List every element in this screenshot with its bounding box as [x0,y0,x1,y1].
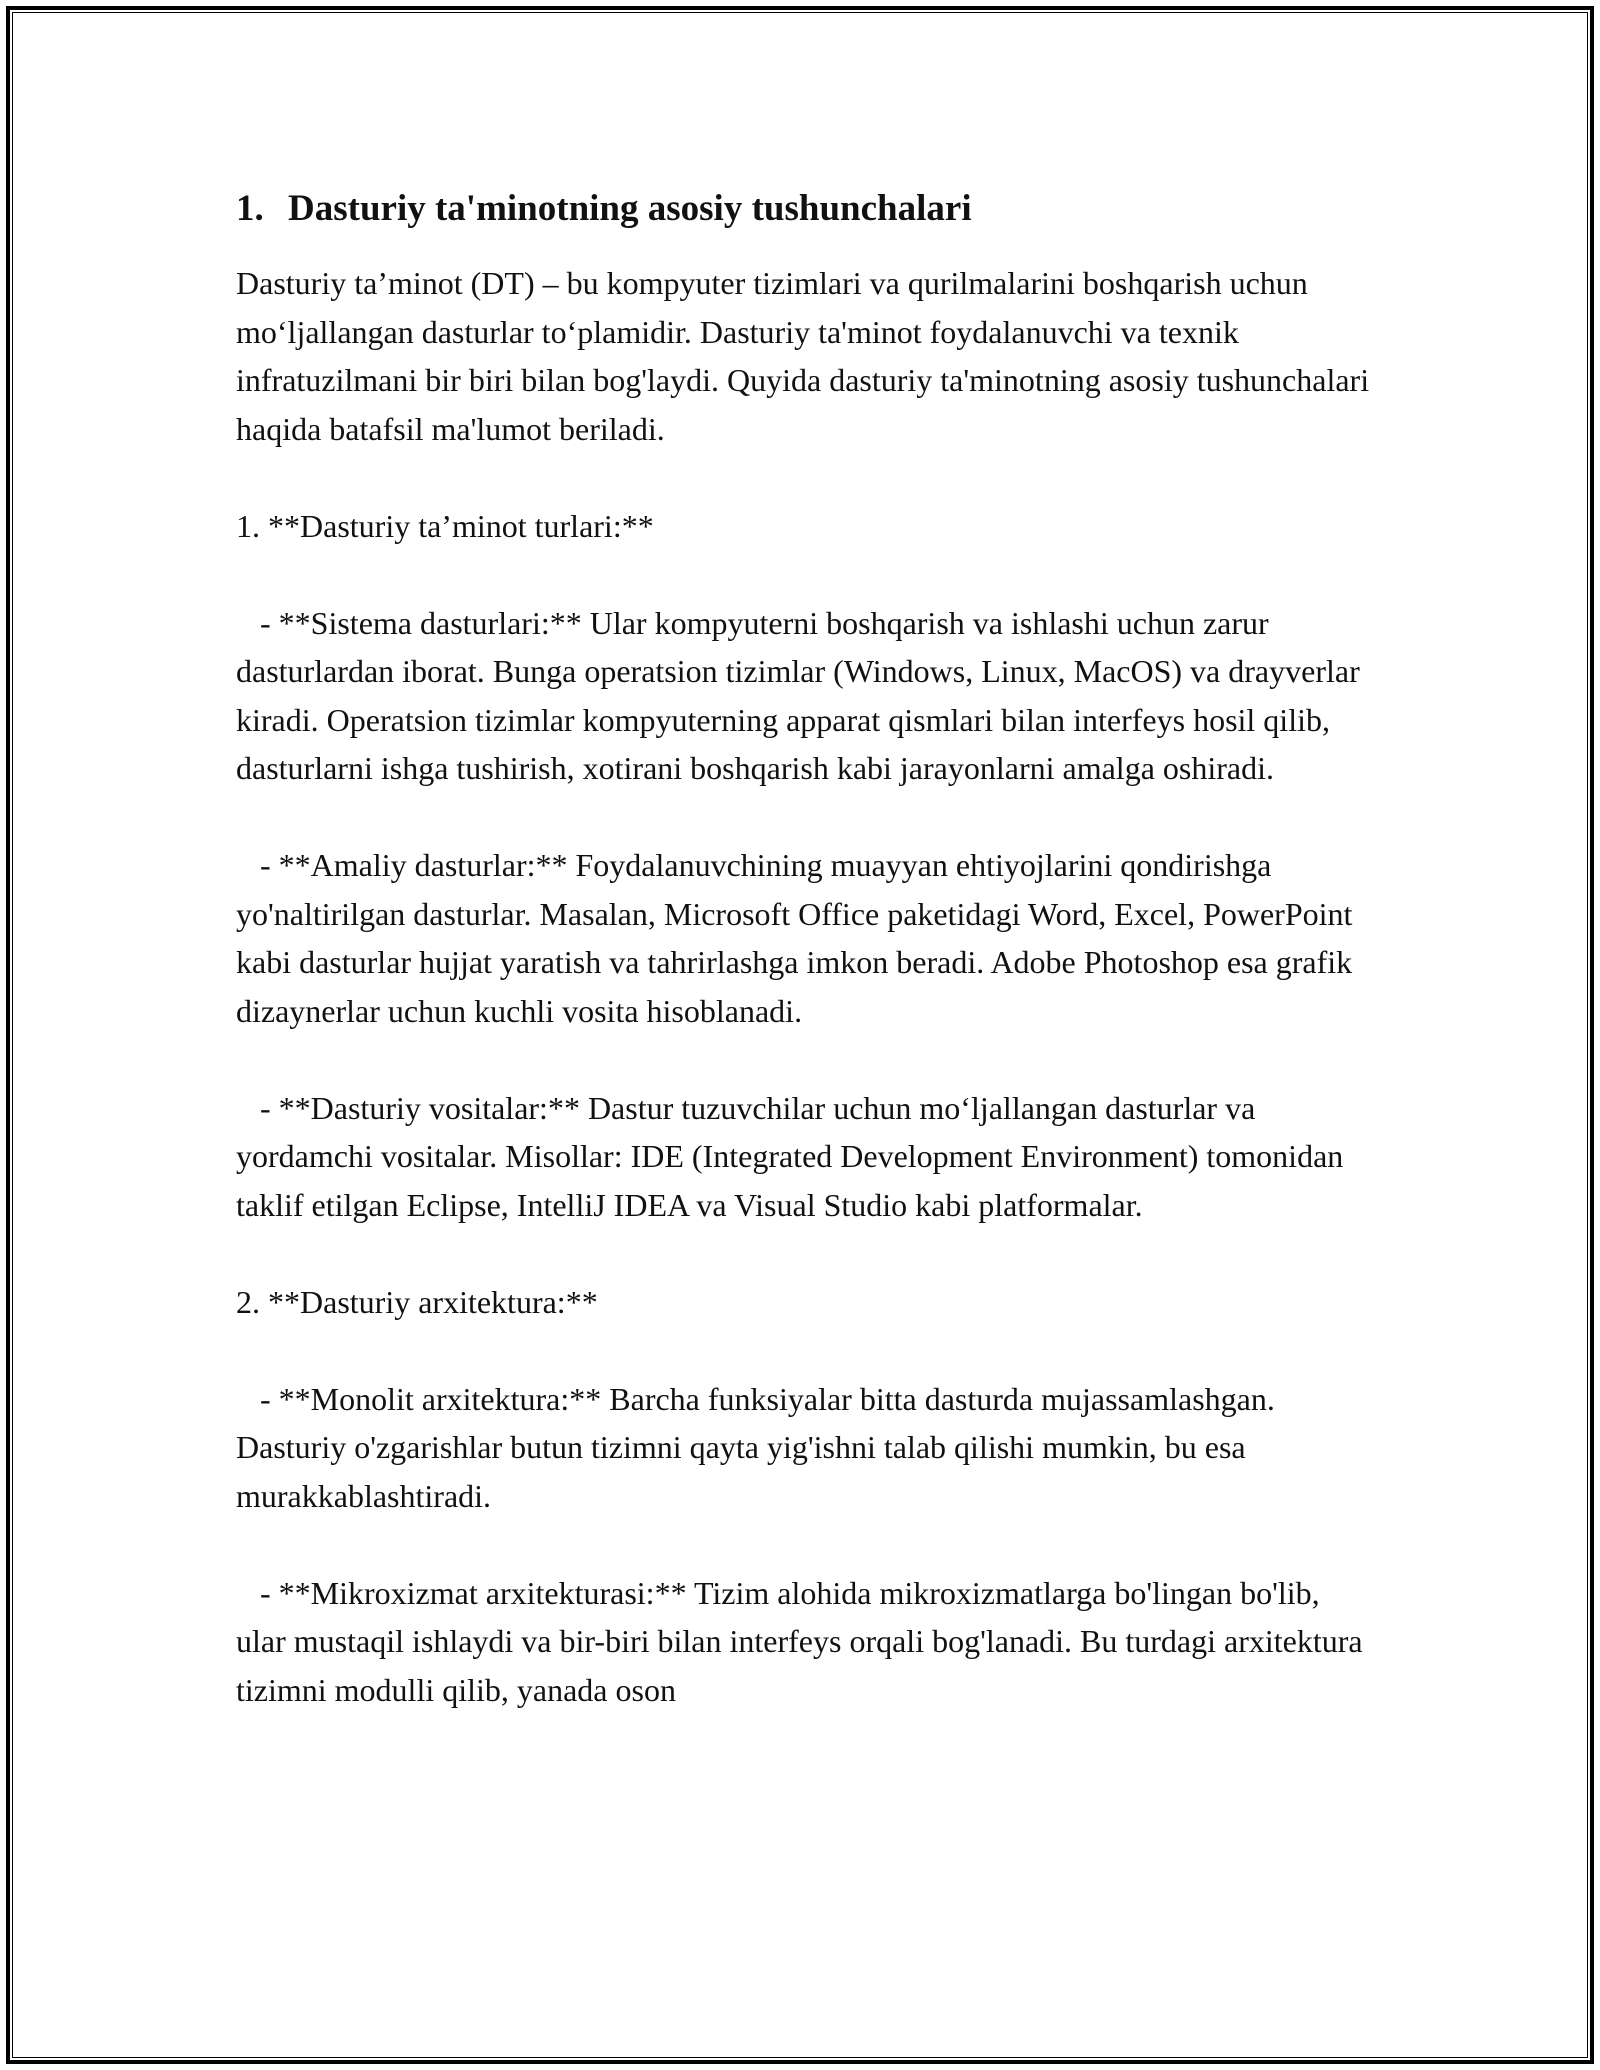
list-item-text: - **Mikroxizmat arxitekturasi:** Tizim alohida mikroxizmatlarga bo'lingan bo'lib, ular mustaqil ishlaydi va bir-biri bilan interfeys orqali bog'lanadi. Bu turdagi arxitektura tizimni modulli qilib, yanada oson [236,1574,1371,1708]
list-heading-software-types: 1. **Dasturiy ta’minot turlari:** [236,507,654,544]
paragraph-gap [236,1229,1376,1278]
section-heading [236,185,1376,233]
paragraph-gap [236,1035,1376,1084]
heading-text: Dasturiy ta'minotning asosiy tushunchalari [288,188,972,229]
list-item-system-software [236,599,1376,793]
paragraph-gap [236,453,1376,502]
list-item-software-tools [236,1084,1376,1230]
list-item-monolith [236,1375,1376,1521]
paragraph-gap [236,1520,1376,1569]
heading-number: 1. [236,188,264,229]
paragraph-gap [236,793,1376,842]
list-heading-architecture: 2. **Dasturiy arxitektura:** [236,1283,598,1320]
list-item-text: - **Amaliy dasturlar:** Foydalanuvchining muayyan ehtiyojlarini qondirishga yo'naltirilgan dasturlar. Masalan, Microsoft Office paketidagi Word, Excel, PowerPoint kabi dasturlar hujjat yaratish va tahrirlashga imkon beradi. Adobe Photoshop esa grafik dizaynerlar uchun kuchli vosita hisoblanadi. [236,847,1361,1029]
list-item-microservices [236,1569,1376,1715]
list-item-text: - **Monolit arxitektura:** Barcha funksiyalar bitta dasturda mujassamlashgan. Dasturiy o'zgarishlar butun tizimni qayta yig'ishni talab qilishi mumkin, bu esa murakkablashtiradi. [236,1380,1283,1514]
paragraph-gap [236,550,1376,599]
list-item-text: - **Dasturiy vositalar:** Dastur tuzuvchilar uchun mo‘ljallangan dasturlar va yordamchi vositalar. Misollar: IDE (Integrated Development Environment) tomonidan taklif etilgan Eclipse, IntelliJ IDEA va Visual Studio kabi platformalar. [236,1089,1352,1223]
paragraph-gap [236,1326,1376,1375]
intro-paragraph: Dasturiy ta’minot (DT) – bu kompyuter tizimlari va qurilmalarini boshqarish uchun mo‘ljallangan dasturlar to‘plamidir. Dasturiy ta'minot foydalanuvchi va texnik infratuzilmani bir biri bilan bog'laydi. Quyida dasturiy ta'minotning asosiy tushunchalari haqida batafsil ma'lumot beriladi. [236,265,1370,447]
list-item-application-software [236,841,1376,1035]
document-page [236,185,1376,1714]
list-item-text: - **Sistema dasturlari:** Ular kompyuterni boshqarish va ishlashi uchun zarur dasturlardan iborat. Bunga operatsion tizimlar (Windows, Linux, MacOS) va drayverlar kiradi. Operatsion tizimlar kompyuterning apparat qismlari bilan interfeys hosil qilib, dasturlarni ishga tushirish, xotirani boshqarish kabi jarayonlarni amalga oshiradi. [236,604,1368,786]
